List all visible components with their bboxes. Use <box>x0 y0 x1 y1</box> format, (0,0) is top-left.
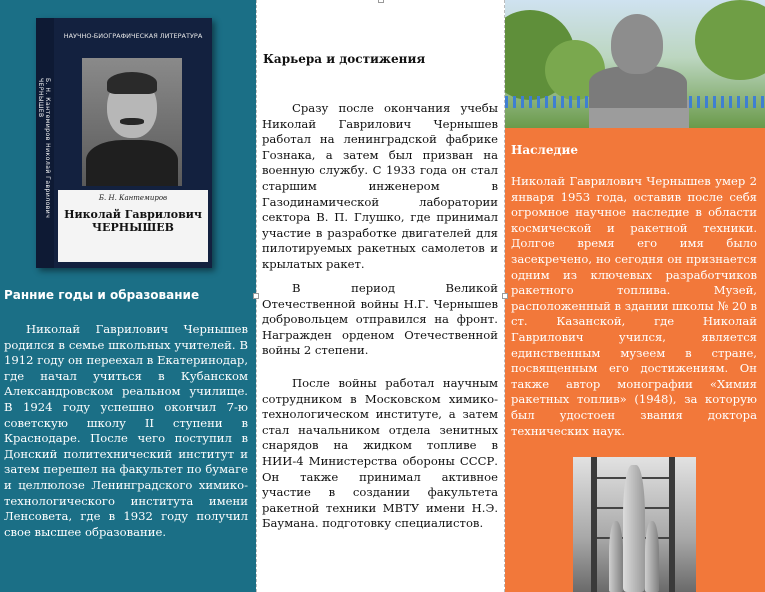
career-paragraph-3: После войны работал научным сотрудником в Московском химико-технологическом институте, а затем стал начальником отдела зенитных снарядов на жидком топливе в НИИ-4 Министерства обороны СССР. Он также принимал активное участие в создании факультета ракетной техники МВТУ имени Н.Э. Баумана. подготовку специалистов. <box>262 376 498 531</box>
book-author: Б. Н. Кантемиров <box>98 194 168 202</box>
rocket-launch-photo <box>573 457 696 592</box>
resize-handle-left[interactable] <box>253 293 259 299</box>
resize-handle-top[interactable] <box>378 0 384 3</box>
book-portrait <box>82 58 182 186</box>
book-spine <box>36 18 54 268</box>
career-paragraph-1: Сразу после окончания учебы Николай Гаврилович Чернышев работал на ленинградской фабрике Гознака, а затем был призван на военную службу. С 1933 года он стал старшим инженером в Газодинамической лаборатории сектора В. П. Глушко, где принимал участие в разработке двигателей для пилотируемых ракетных самолетов и крылатых ракет. <box>262 101 498 271</box>
bust-monument-photo <box>505 0 765 128</box>
early-years-text: Николай Гаврилович Чернышев родился в семье школьных учителей. В 1912 году он переехал в Екатеринодар, где начал учиться в Кубанском Александровском реальном училище. В 1924 году успешно окончил 7-ю советскую школу II ступени в Краснодаре. После чего поступил в Донский политехнический институт и затем перешел на факультет по бумаге и целлюлозе Ленинградского химико-технологического института имени Ленсовета, где в 1932 году получил свое высшее образование. <box>4 322 248 539</box>
career-paragraph-2: В период Великой Отечественной войны Н.Г. Чернышев добровольцем отправился на фронт. Награжден орденом Отечественной войны 2 степени. <box>262 281 498 358</box>
legacy-heading: Наследие <box>511 143 579 157</box>
book-series: НАУЧНО-БИОГРАФИЧЕСКАЯ ЛИТЕРАТУРА <box>63 32 203 40</box>
book-title: Николай Гаврилович ЧЕРНЫШЕВ <box>64 208 202 234</box>
career-heading: Карьера и достижения <box>263 52 426 66</box>
legacy-text: Николай Гаврилович Чернышев умер 2 января 1953 года, оставив после себя огромное научное наследие в области космической и ракетной техники. Долгое время его имя было засекречено, но сегодня он признается одним из ключевых разработчиков ракетного топлива. Музей, расположенный в здании школы № 20 в ст. Казанской, где Николай Гаврилович учился, является единственным музеем в стране, посвященным его достижениям. Он также автор монографии «Химия ракетных топлив» (1948), за которую был удостоен звания доктора технических наук. <box>511 174 757 438</box>
book-cover-image <box>36 18 212 268</box>
book-spine-text: Б. Н. Кантемиров Николай Гаврилович ЧЕРНЫШЕВ <box>37 78 51 219</box>
resize-handle-right[interactable] <box>502 293 508 299</box>
early-years-heading: Ранние годы и образование <box>4 288 200 302</box>
